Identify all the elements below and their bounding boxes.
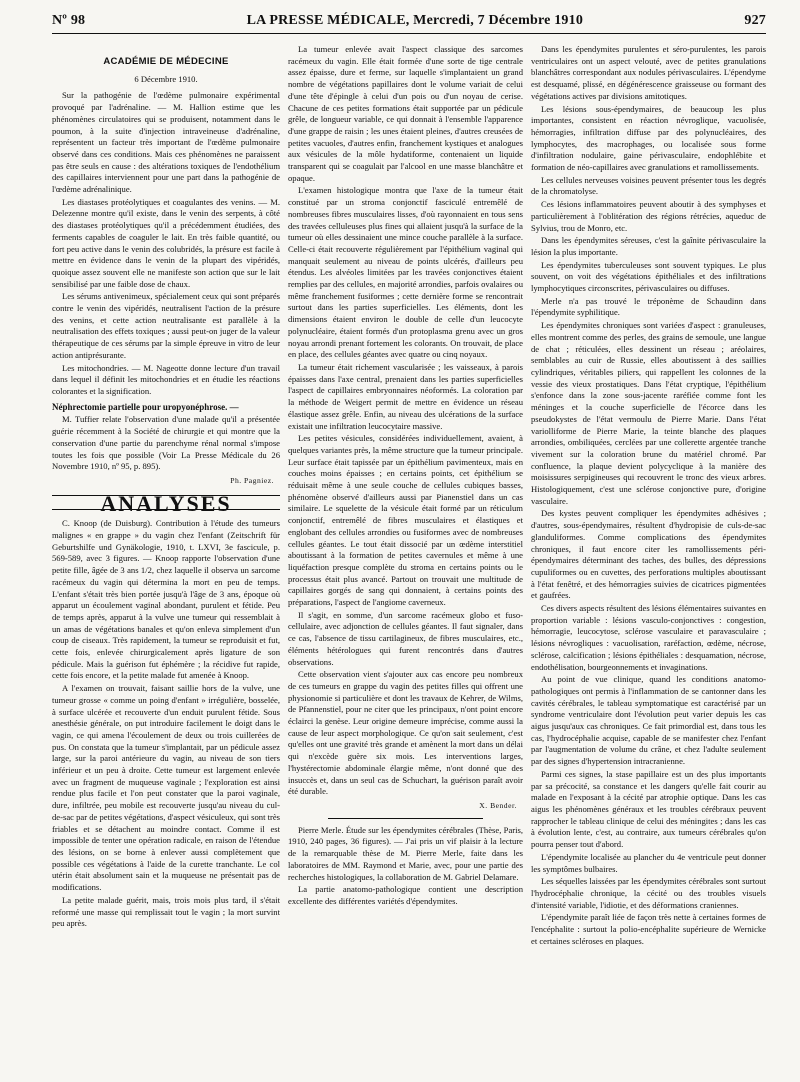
paragraph: Les sérums antivenimeux, spécialement ceux qui sont préparés contre le venin des vipéridés, neutralisent l'action de la présure des venins, et cette action neutralisante est parallèle à la neutralisation des effets toxiques ; aussi peut-on juger de la valeur thérapeutique de ces sérums par la simple épreuve in vitro de leur action antiprésurante. bbox=[52, 291, 280, 360]
paragraph: Parmi ces signes, la stase papillaire est un des plus importants par sa précocité, sa constance et les dangers qu'elle fait courir au malade en l'exposant à la cécité par atrophie optique. Dans les cas aigus les phénomènes généraux et les troubles cérébraux peuvent rapprocher le tableau clinique de celui des méningites ; dans les cas à évolution lente, c'est, au contraire, aux tumeurs cérébrales qu'on pourra penser tout d'abord. bbox=[531, 768, 766, 850]
journal-title: LA PRESSE MÉDICALE, Mercredi, 7 Décembre 1910 bbox=[246, 13, 584, 28]
page-number: 927 bbox=[744, 13, 766, 28]
paragraph: Cette observation vient s'ajouter aux cas encore peu nombreux de ces tumeurs en grappe du vagin des petites filles qui offrent une physionomie si particulière et dont les travaux de Kehrer, de Wilms, de Pfannenstiel, pour ne citer que les principaux, n'ont point encore éclairci la genèse. Leur origine demeure imprécise, comme aussi la cause de leur aspect morphologique. Ce qu'on sait seulement, c'est qu'elles ont une gravité très grande et amènent la mort dans un délai qui n'excède guère six mois. Les interventions larges, l'hystérectomie abdominale élargie même, n'ont donné que des insuccès et, dans un seul cas de Schuchart, la guérison paraît avoir été durable. bbox=[288, 669, 523, 797]
paragraph: L'examen histologique montra que l'axe de la tumeur était constitué par un stroma conjonctif fasciculé entremêlé de nombreuses fibres musculaires lisses, d'où rayonnaient en tous sens des travées celluleuses plus fines qui allaient jusqu'à la surface de la tumeur où elles dessinaient une mince couche parallèle à la surface. Celle-ci était recouverte régulièrement par l'épithélium vaginal qui manquait seulement au niveau de points ulcérés, d'ailleurs peu étendus. Les alvéoles limitées par les travées conjonctives étaient remplies par des cellules, en majorité arrondies, parfois ovalaires ou même franchement fusiformes ; cette dernière forme se rencontrait surtout dans les parties superficielles. Les éléments, dont les dimensions étaient environ le double de celle d'un leucocyte polynucléaire, étaient formés d'un protoplasma grenu avec un gros noyau arrondi prenant fortement les colorants. On trouvait, de place en place, des cellules géantes avec quatre ou cinq noyaux. bbox=[288, 185, 523, 360]
paragraph: Les séquelles laissées par les épendymites cérébrales sont surtout l'hydrocéphalie chronique, la cécité ou des troubles visuels d'intensité variable, l'idiotie, et des déformations craniennes. bbox=[531, 876, 766, 910]
text-columns bbox=[52, 44, 766, 1076]
paragraph: Les épendymites tuberculeuses sont souvent typiques. Le plus souvent, on voit des végétations épithéliales et des infiltrations lymphocytiques circonscrites, périvasculaires ou diffuses. bbox=[531, 259, 766, 294]
paragraph: Des kystes peuvent compliquer les épendymites adhésives ; d'autres, sous-épendymaires, résultent d'hydropisie de culs-de-sac glanduliformes. Comme complications des épendymites chroniques, il faut encore citer les ramollissements péri-épendymaires déterminant des taches, des bulles, des dépressions cupuliformes ou en cuvettes, des perforations multiples aboutissant à l'état fenêtré, et des hémorragies suivies de cicatrices pigmentées et gaufrées. bbox=[531, 508, 766, 601]
paragraph: La partie anatomo-pathologique contient une description excellente des différentes variétés d'épendymites. bbox=[288, 884, 523, 906]
paragraph: Pierre Merle. Étude sur les épendymites cérébrales (Thèse, Paris, 1910, 240 pages, 36 figures). — J'ai pris un vif plaisir à la lecture de la remarquable thèse de M. Pierre Merle, faite dans les laboratoires de MM. Raymond et Marie, avec, pour une partie des recherches histologiques, la collaboration de M. Gabriel Delamare. bbox=[288, 824, 523, 882]
section-heading: ACADÉMIE DE MÉDECINE bbox=[103, 56, 229, 67]
column-2 bbox=[288, 44, 523, 1076]
paragraph: Ces divers aspects résultent des lésions élémentaires suivantes en proportion variable : lésions vasculo-conjonctives : congestion, hémorragie, leucocytose, sclérose vasculaire et paravasculaire ; lésions névrogliques : vacuolisation, raréfaction, œdème, nécrose, sclérose, calcification ; lésions épithéliales : desquamation, nécrose, endothélisation, bourgeonnements et invaginations. bbox=[531, 603, 766, 672]
paragraph: Dans les épendymites purulentes et séro-purulentes, les parois ventriculaires ont un aspect velouté, avec de petites granulations blanchâtres correspondant aux nodules périvasculaires. L'épendyme est desquamé, plissé, en dégénérescence graisseuse ou formant des végétations actives par divisions amitotiques. bbox=[531, 44, 766, 101]
page-header bbox=[52, 4, 766, 34]
paragraph: Les mitochondries. — M. Nageotte donne lecture d'un travail dans lequel il définit les mitochondries et en étudie les réactions colorantes et la signification. bbox=[52, 362, 280, 396]
paragraph: Les cellules nerveuses voisines peuvent présenter tous les degrés de la chromatolyse. bbox=[531, 174, 766, 197]
paragraph: Les petites vésicules, considérées individuellement, avaient, à quelques variantes près, la même structure que la tumeur principale. Leur surface était tapissée par un épithélium pavimenteux, mais en couches moins épaisses ; en certains points, cet épithélium se réduisait même à une seule couche de cellules cubiques basses, phénomène observé d'ailleurs aussi par Pianenstiel dans un cas similaire. Le squelette de la vésicule était formé par un réticulum conjonctif, entremêlé de fibres musculaires et élastiques et englobant des cellules arrondies ou fusiformes avec de nombreuses cellules géantes. Le tout était dissocié par un œdème interstitiel aboutissant à la formation de petites cavernules et même à une liquéfaction presque complète du stroma en certains points ou le processus était plus avancé. Partout on trouvait une multitude de capillaires gorgés de sang qui donnaient, à certains points des préparations, l'aspect de l'angiome caverneux. bbox=[288, 433, 523, 608]
paragraph: C. Knoop (de Duisburg). Contribution à l'étude des tumeurs malignes « en grappe » du vagin chez l'enfant (Zeitschrift für Geburtshilfe und Gynäkologie, 1910, t. LXVI, 3e fascicule, p. 569-589, avec 3 figures. — Knoop rapporte l'observation d'une petite fille, âgée de 3 ans 1/2, chez laquelle il observa un sarcome racémeux du vagin qui détermina la mort en peu de temps. L'enfant s'était très bien portée jusqu'à l'âge de 3 ans, époque où apparut un écoulement vaginal abondant, purulent et fétide. Peu de temps après, apparut à la vulve une tumeur qui ressemblait à un amas de végétations banales et qu'on enleva simplement d'un coup de ciseaux. Très rapidement, la tumeur se reproduisit et fut, cette fois, enlevée chirurgicalement après ligature de son pédicule. Mais la guérison fut éphémère ; la récidive fut rapide, cette fois encore, et la petite malade fut amenée à Knoop. bbox=[52, 518, 280, 681]
paragraph: A l'examen on trouvait, faisant saillie hors de la vulve, une tumeur grosse « comme un poing d'enfant » irrégulière, bosselée, à surface ulcérée et recouverte d'un enduit purulent fétide. Sous anesthésie générale, on put introduire facilement le doigt dans le vagin, ce qui amena l'écoulement de deux ou trois cuillerées de pus. On constata que la tumeur s'implantait, par un pédicule assez large, sur la paroi antérieure du vagin, au niveau de son tiers inférieur et un peu à droite. Cette tumeur est largement enlevée avec un fragment de muqueuse vaginale ; l'exploration est ainsi rendue plus facile et l'on peut constater que la paroi vaginale, dure, infiltrée, peu mobile est recouverte jusqu'au niveau du cul-de-sac par de petites végétations, d'aspect vésiculeux, qui sont très friables et se détachent au moindre contact. Comme il est impossible de tenter une opération radicale, en raison de l'étendue des lésions, on se borne à enlever aussi complètement que possible ces végétations à l'aide de la curette tranchante. Le col utérin était absolument sain et la muqueuse ne présentait pas de modifications. bbox=[52, 683, 280, 893]
signature: Ph. Pagniez. bbox=[230, 475, 274, 485]
divider bbox=[328, 818, 483, 819]
paragraph: Les épendymites chroniques sont variées d'aspect : granuleuses, elles montrent comme des perles, des grains de semoule, une langue de chat ; réticulées, elles dessinent un réseau ; aréolaires, semblables au cuir de Russie, elles aboutissent à des saillies cylindriques, véritables piliers, qui rappellent les colonnes de la vessie des vieux prostatiques. Dans l'état cryptique, l'épithélium s'enfonce dans la zone sous-jacente raréfiée comme font les méninges et la couche superficielle de l'écorce dans les pseudokystes de l'état vermoulu de Pierre Marie. Dans l'état variolliforme de Pierre Marie, la teinte blanche des plaques arrondies, ombiliquées, cerclées par une collerette argentée tranche vivement sur la coloration brune du matériel chromé. Par confluence, la plaque devient polycyclique à la manière des moisissures serpigineuses qui recouvrent le tronc des vieux arbres. Histologiquement, c'est une sclérose conjonctive pure, d'origine vasculaire. bbox=[531, 320, 766, 506]
paragraph: Sur la pathogénie de l'œdème pulmonaire expérimental provoqué par l'adrénaline. — M. Hallion estime que les phénomènes circulatoires qui se produisent, notamment dans le poumon, à la suite d'injection intraveineuse d'adrénaline, représentent un facteur très important de l'œdème pulmonaire observé dans ces conditions. Mais ces phénomènes ne paraissent pas être seuls en cause : des altérations toxiques de l'endothélium des capillaires interviennent pour une part dans la pathogénie de l'œdème adrénalinique. bbox=[52, 90, 280, 195]
column-1 bbox=[52, 44, 280, 1076]
signature: X. Bender. bbox=[479, 801, 517, 810]
paragraph: La tumeur enlevée avait l'aspect classique des sarcomes racémeux du vagin. Elle était formée d'une sorte de tige centrale assez épaisse, dure et ferme, sur laquelle s'implantaient un grand nombre de végétations papillaires dont le volume variait de celui d'une tête d'épingle à celui d'un pois ou d'un noyau de cerise. Chacune de ces petites formations était supportée par un pédicule grêle, de longueur variable, ce qui donnait à l'ensemble l'apparence d'une grappe de raisin ; les unes étaient pleines, d'autres creusées de petites vacuoles, d'autres enfin, franchement kystiques et analogues aux vésicules de la môle hydatiforme, contenaient un liquide transparent qui se coagulait par l'alcool en une masse blanchâtre et opaque. bbox=[288, 44, 523, 183]
session-date: 6 Décembre 1910. bbox=[134, 73, 198, 84]
paragraph: Les lésions sous-épendymaires, de beaucoup les plus importantes, consistent en réaction névroglique, vacuolisée, hémorragies, infiltration diffuse par des polynucléaires, des lymphocytes, des macrophages, ou localisée sous forme d'infiltration nodulaire, gaine périvasculaire, endophlébite et formation de néo-capillaires avec granulations et ramollissements. bbox=[531, 103, 766, 173]
paragraph: Il s'agit, en somme, d'un sarcome racémeux globo et fuso-cellulaire, avec adjonction de cellules géantes. Il faut signaler, dans ce cas, l'absence de tissu cartilagineux, de fibres musculaires, etc., éléments hétérologues qui furent rencontrés dans d'autres observations. bbox=[288, 609, 523, 667]
paragraph: L'épendymite paraît liée de façon très nette à certaines formes de l'encéphalite : surtout la polio-encéphalite supérieure de Wernicke et certaines scléroses en plaques. bbox=[531, 912, 766, 946]
paragraph: Les diastases protéolytiques et coagulantes des venins. — M. Delezenne montre qu'il existe, dans le venin des serpents, à côté des diastases protéolytiques qu'il a précédemment étudiées, des ferments capables de coaguler le lait. En très faible quantité, ou fort peu active dans le venin des colubridés, la présure est facile à mettre en évidence dans le venin de la plupart des vipéridés, quoique assez souvent elle ne manifeste son action que sur le lait sensibilisé par une faible dose de chaux. bbox=[52, 196, 280, 289]
paragraph: La petite malade guérit, mais, trois mois plus tard, il s'était reformé une masse qui remplissait tout le vagin ; la mort survint peu après. bbox=[52, 894, 280, 929]
paragraph: M. Tuffier relate l'observation d'une malade qu'il a présentée guérie récemment à la Société de chirurgie et qui montre que la conservation d'une partie du parenchyme rénal normal s'impose toutes les fois que possible (Voir La Presse Médicale du 26 Novembre 1910, nº 95, p. 895). bbox=[52, 414, 280, 472]
paragraph: Au point de vue clinique, quand les conditions anatomo-pathologiques ont permis à l'inflammation de se cantonner dans les cavités cérébrales, le tableau symptomatique est caractérisé par un syndrome ventriculaire dont l'évolution peut varier depuis les cas aigus jusqu'aux cas chroniques. Ce fait primordial est, dans tous les cas, l'hydrocéphalie acquise, capable de se manifester chez l'enfant par l'augmentation de volume du crâne, et chez l'adulte seulement par des signes d'hypertension intracranienne. bbox=[531, 674, 766, 767]
column-3 bbox=[531, 44, 766, 1076]
paragraph: Ces lésions inflammatoires peuvent aboutir à des symphyses et particulièrement à l'oblitération des régions rétrécies, aqueduc de Sylvius, trou de Monro, etc. bbox=[531, 199, 766, 233]
paragraph: Dans les épendymites séreuses, c'est la gaînite périvasculaire la lésion la plus importante. bbox=[531, 235, 766, 257]
analyses-heading: ANALYSES bbox=[52, 495, 280, 511]
paragraph: L'épendymite localisée au plancher du 4e ventricule peut donner les symptômes bulbaires. bbox=[531, 851, 766, 874]
subheading: Néphrectomie partielle pour uropyonéphrose. — bbox=[52, 401, 239, 412]
issue-number: Nº 98 bbox=[52, 13, 86, 28]
paragraph: Merle n'a pas trouvé le tréponème de Schaudinn dans l'épendymite syphilitique. bbox=[531, 295, 766, 318]
paragraph: La tumeur était richement vascularisée ; les vaisseaux, à parois épaisses dans l'axe central, prenaient dans les parties superficielles l'aspect de capillaires embryonnaires néoformés. La coloration par la méthode de Weigert permit de mettre en évidence un réseau élastique assez grêle. Enfin, au niveau des ulcérations de la surface existait une infiltration leucocytaire massive. bbox=[288, 361, 523, 431]
